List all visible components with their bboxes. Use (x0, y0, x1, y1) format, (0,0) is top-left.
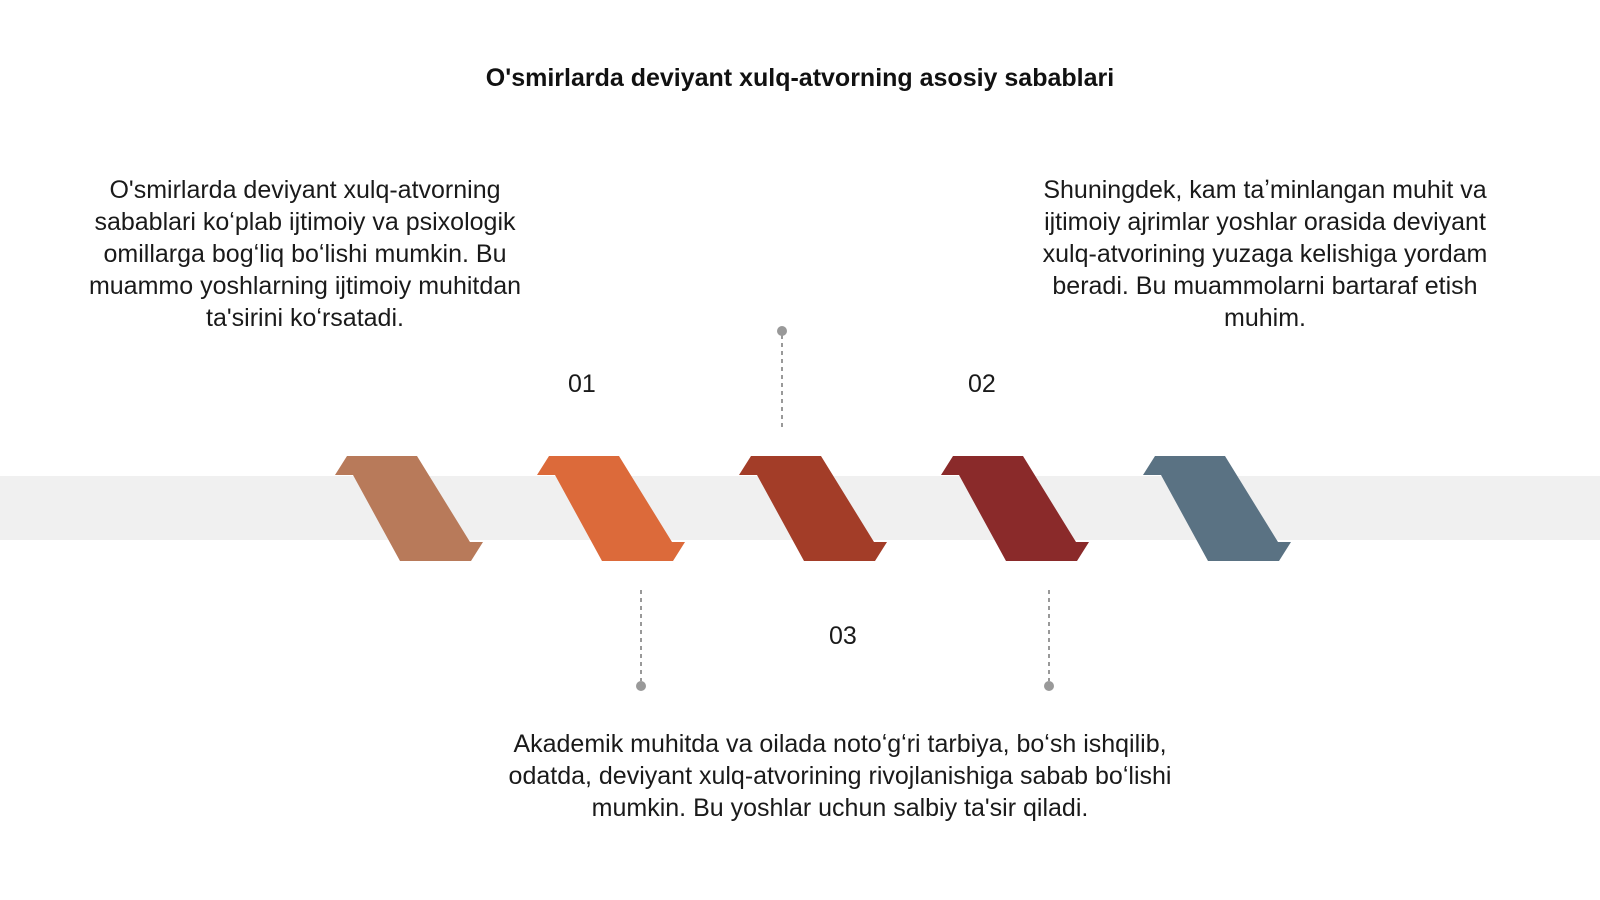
chevron-4 (941, 456, 1089, 561)
connector-bottom-right (1044, 590, 1054, 691)
connector-bottom-left (636, 590, 646, 691)
step-1-text: O'smirlarda deviyant xulq-atvorning sabablari koʻplab ijtimoiy va psixologik omillarga bogʻliq boʻlishi mumkin. Bu muammo yoshlarning ijtimoiy muhitdan ta'sirini koʻrsatadi. (88, 176, 522, 332)
step-2-number: 02 (968, 370, 996, 398)
step-3-text: Akademik muhitda va oilada notoʻgʻri tarbiya, boʻsh ishqilib, odatda, deviyant xulq-atvorining rivojlanishiga sabab boʻlishi mumkin. Bu yoshlar uchun salbiy ta'sir qiladi. (508, 730, 1172, 822)
chevron-1 (335, 456, 483, 561)
step-2-text: Shuningdek, kam taʼminlangan muhit va ijtimoiy ajrimlar yoshlar orasida deviyant xulq-atvorining yuzaga kelishiga yordam beradi. Bu muammolarni bartaraf etish muhim. (1042, 176, 1488, 332)
connector-top (777, 326, 787, 428)
chevron-2 (537, 456, 685, 561)
step-3-number: 03 (829, 622, 857, 650)
page-title: O'smirlarda deviyant xulq-atvorning asosiy sabablari (485, 64, 1115, 92)
chevron-3 (739, 456, 887, 561)
step-1-number: 01 (568, 370, 596, 398)
chevron-5 (1143, 456, 1291, 561)
